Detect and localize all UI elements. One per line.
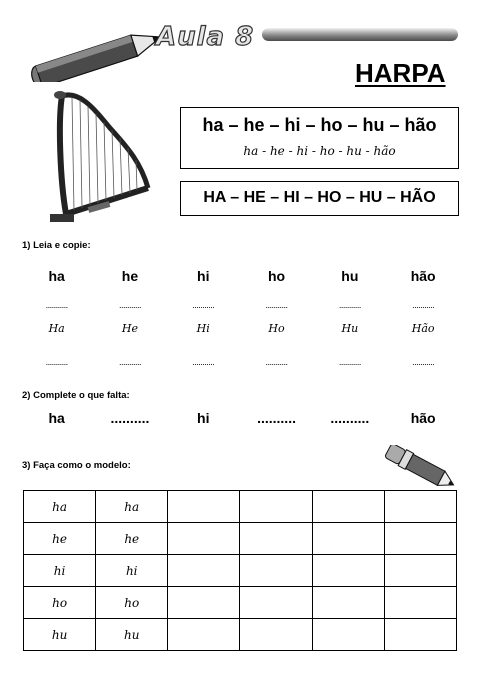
cursive-syllable: Hu: [341, 322, 359, 335]
practice-cell[interactable]: [312, 523, 384, 555]
exercise-1-title: 1) Leia e copie:: [22, 240, 91, 251]
lowercase-cursive-syllables: ha - he - hi - ho - hu - hão: [243, 144, 396, 158]
print-syllable: ho: [267, 268, 286, 284]
practice-cell[interactable]: [384, 523, 456, 555]
practice-cell[interactable]: [240, 619, 312, 651]
complete-blank[interactable]: ..........: [110, 410, 150, 426]
table-row: [24, 523, 457, 555]
lowercase-syllables-box: [180, 107, 459, 169]
model-cell: hu: [96, 619, 168, 651]
lowercase-print-syllables: ha – he – hi – ho – hu – hão: [202, 115, 437, 135]
exercise-2-title: 2) Complete o que falta:: [22, 390, 130, 401]
copy-blanks-row: [20, 300, 460, 310]
model-cell: hi: [24, 555, 96, 587]
complete-blank[interactable]: ..........: [257, 410, 296, 426]
complete-row: [20, 410, 460, 426]
cursive-syllables-row: [20, 322, 460, 335]
header-bar: [262, 28, 458, 41]
model-cell: ho: [24, 587, 96, 619]
practice-cell[interactable]: [168, 619, 240, 651]
model-cell: ho: [96, 587, 168, 619]
practice-cell[interactable]: [384, 555, 456, 587]
eraser-pencil-icon: [380, 445, 460, 490]
practice-cell[interactable]: [312, 619, 384, 651]
cursive-syllable: He: [121, 322, 138, 335]
uppercase-syllables-box: [180, 181, 459, 216]
practice-cell[interactable]: [312, 587, 384, 619]
copy-blank[interactable]: ...........: [412, 357, 435, 367]
model-cell: hi: [96, 555, 168, 587]
model-cell: he: [24, 523, 96, 555]
copy-blank[interactable]: ...........: [338, 300, 361, 310]
copy-blank[interactable]: ...........: [45, 300, 68, 310]
pencil-icon: [20, 20, 170, 82]
copy-blank[interactable]: ...........: [45, 357, 68, 367]
complete-item: ha: [48, 410, 65, 426]
lesson-title: Aula 8: [156, 22, 255, 52]
practice-cell[interactable]: [168, 491, 240, 523]
copy-blank[interactable]: ...........: [118, 357, 141, 367]
copy-blank[interactable]: ...........: [412, 300, 435, 310]
practice-cell[interactable]: [384, 619, 456, 651]
practice-cell[interactable]: [384, 491, 456, 523]
word-title: HARPA: [355, 58, 446, 88]
print-syllables-row: [20, 268, 460, 284]
practice-cell[interactable]: [240, 587, 312, 619]
exercise-3-title: 3) Faça como o modelo:: [22, 460, 131, 471]
copy-blank[interactable]: ...........: [265, 357, 288, 367]
copy-blank[interactable]: ...........: [192, 300, 215, 310]
practice-cell[interactable]: [168, 555, 240, 587]
practice-cell[interactable]: [240, 523, 312, 555]
cursive-syllable: Hi: [196, 322, 210, 335]
practice-cell[interactable]: [312, 555, 384, 587]
print-syllable: hu: [341, 268, 359, 284]
copy-blank[interactable]: ...........: [265, 300, 288, 310]
practice-cell[interactable]: [168, 587, 240, 619]
practice-cell[interactable]: [240, 491, 312, 523]
practice-table: [23, 490, 457, 651]
practice-cell[interactable]: [384, 587, 456, 619]
print-syllable: ha: [48, 268, 65, 284]
cursive-syllable: Hão: [411, 322, 435, 335]
table-row: [24, 555, 457, 587]
complete-item: hi: [197, 410, 210, 426]
cursive-syllable: Ha: [48, 322, 65, 335]
uppercase-print-syllables: HA – HE – HI – HO – HU – HÃO: [203, 189, 436, 206]
cursive-syllable: Ho: [268, 322, 285, 335]
practice-cell[interactable]: [168, 523, 240, 555]
model-cell: hu: [24, 619, 96, 651]
model-cell: ha: [24, 491, 96, 523]
print-syllable: hão: [410, 268, 436, 284]
copy-blank[interactable]: ...........: [118, 300, 141, 310]
print-syllable: he: [121, 268, 139, 284]
table-row: [24, 587, 457, 619]
copy-blanks-row: [20, 357, 460, 367]
table-row: [24, 619, 457, 651]
copy-blank[interactable]: ...........: [338, 357, 361, 367]
complete-blank[interactable]: ..........: [330, 410, 370, 426]
practice-cell[interactable]: [312, 491, 384, 523]
practice-cell[interactable]: [240, 555, 312, 587]
model-cell: ha: [96, 491, 168, 523]
print-syllable: hi: [197, 268, 210, 284]
copy-blank[interactable]: ...........: [192, 357, 215, 367]
model-cell: he: [96, 523, 168, 555]
complete-item: hão: [410, 410, 436, 426]
table-row: [24, 491, 457, 523]
harp-illustration: [40, 90, 160, 228]
